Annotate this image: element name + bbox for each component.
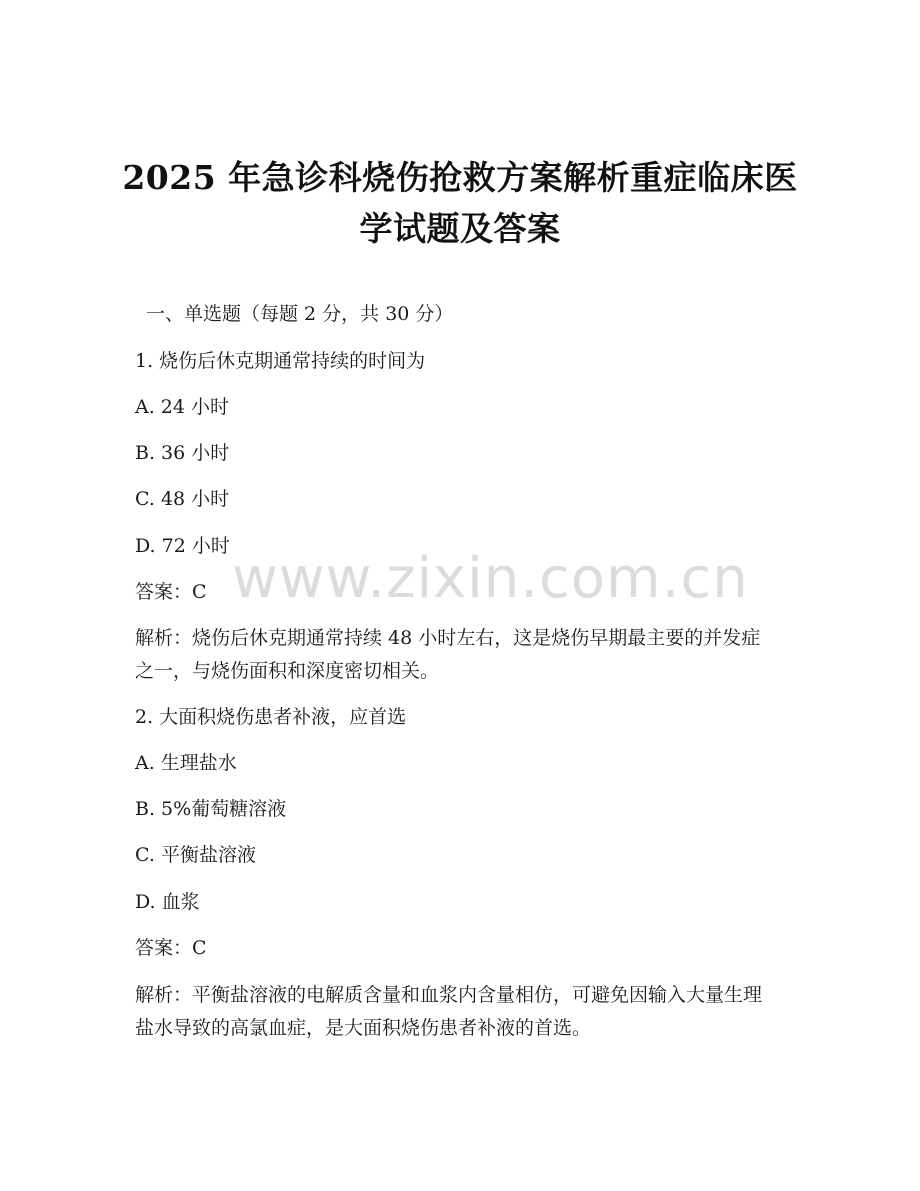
question-2-option-d: D. 血浆 [135, 891, 200, 913]
question-2-answer: 答案：C [135, 937, 207, 959]
question-2-option-b: B. 5%葡萄糖溶液 [135, 798, 287, 820]
question-1-option-c: C. 48 小时 [135, 488, 230, 510]
question-1-option-d: D. 72 小时 [135, 535, 230, 557]
question-1-answer: 答案：C [135, 581, 207, 603]
question-1-explanation: 解析：烧伤后休克期通常持续 48 小时左右，这是烧伤早期最主要的并发症之一，与烧伤面积和深度密切相关。 [135, 627, 761, 682]
document-title-line-1: 2025 年急诊科烧伤抢救方案解析重症临床医 [122, 158, 798, 197]
watermark: www.zixin.com.cn [232, 546, 749, 611]
question-1-option-a: A. 24 小时 [135, 396, 230, 418]
section-heading: 一、单选题（每题 2 分，共 30 分） [146, 303, 454, 325]
document-title-line-2: 学试题及答案 [359, 209, 561, 248]
question-2-option-c: C. 平衡盐溶液 [135, 844, 256, 866]
question-1-stem: 1. 烧伤后休克期通常持续的时间为 [135, 350, 426, 372]
question-1-option-b: B. 36 小时 [135, 442, 230, 464]
question-2-stem: 2. 大面积烧伤患者补液，应首选 [135, 706, 407, 728]
question-2-explanation: 解析：平衡盐溶液的电解质含量和血浆内含量相仿，可避免因输入大量生理盐水导致的高氯血症，是大面积烧伤患者补液的首选。 [135, 984, 763, 1039]
question-2-option-a: A. 生理盐水 [135, 752, 237, 774]
